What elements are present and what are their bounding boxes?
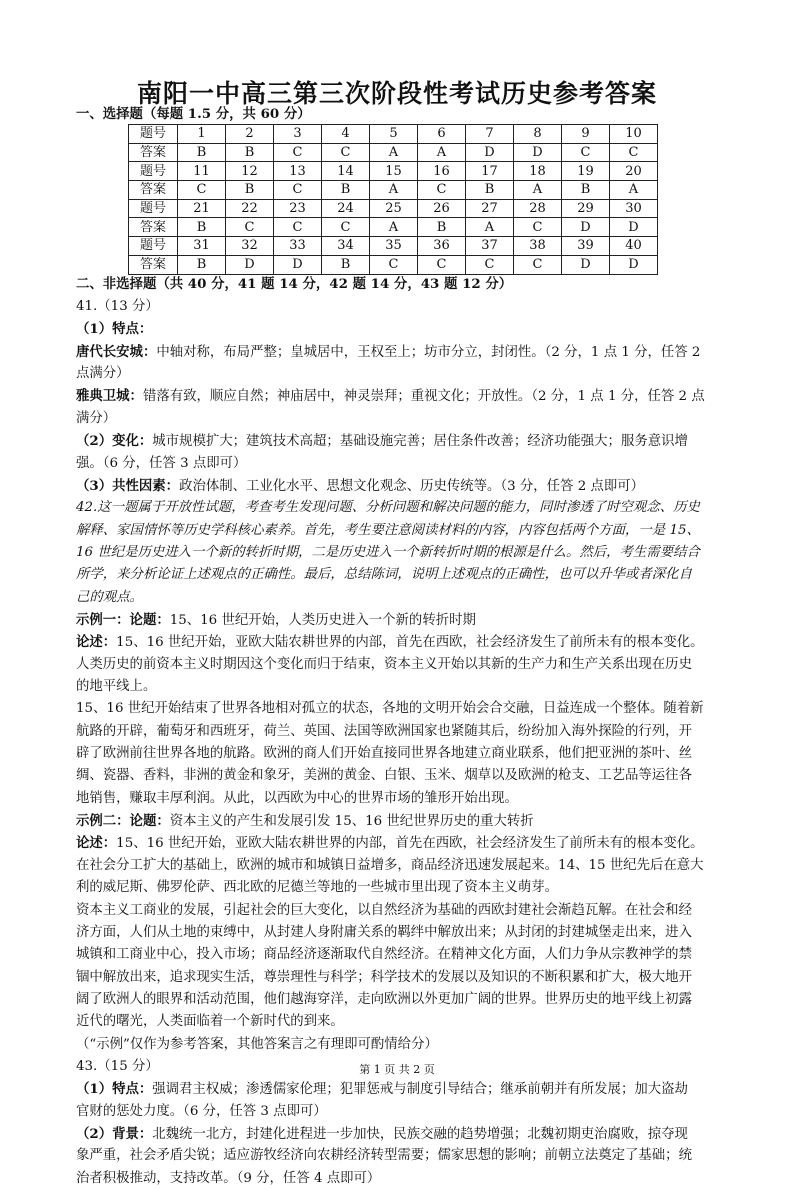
- text-line: [76, 609, 776, 632]
- text-line: [76, 341, 776, 364]
- answer-cell: C: [514, 218, 562, 237]
- line-text: 政治体制、工业化水平、思想文化观念、历史传统等。（3 分，任答 2 点即可）: [179, 478, 645, 494]
- answer-cell: C: [322, 143, 370, 162]
- line-lead: 唐代长安城：: [76, 343, 157, 360]
- text-line: [76, 475, 776, 498]
- answer-table-row: [129, 181, 658, 200]
- answer-table-row: [129, 218, 658, 237]
- answer-cell: 21: [178, 199, 226, 218]
- answer-cell: 36: [418, 237, 466, 256]
- text-line: [76, 1101, 776, 1123]
- answer-cell: C: [322, 218, 370, 237]
- answer-cell: 3: [274, 125, 322, 144]
- answer-cell: 12: [226, 162, 274, 181]
- line-text: 地销售，赚取丰厚利润。从此，以西欧为中心的世界市场的雏形开始出现。: [76, 790, 518, 806]
- line-text: 15、16 世纪开始结束了世界各地相对孤立的状态，各地的文明开始会合交融，日益连成一个整体。随着新: [76, 701, 704, 717]
- line-text: 官财的惩处力度。（6 分，任答 3 点即可）: [76, 1103, 327, 1119]
- answer-cell: 22: [226, 199, 274, 218]
- line-text: 满分）: [76, 410, 117, 426]
- answer-cell: 40: [610, 237, 658, 256]
- row-label: 答案: [129, 143, 178, 162]
- line-text: 中轴对称，布局严整；皇城居中，王权至上；坊市分立，封闭性。（2 分，1 点 1 分，任答 2: [156, 344, 701, 360]
- text-line: [76, 944, 776, 966]
- line-lead: 示例二：论题：: [76, 813, 170, 830]
- answer-cell: 31: [178, 237, 226, 256]
- answer-cell: 24: [322, 199, 370, 218]
- answer-cell: B: [178, 143, 226, 162]
- answer-table-row: [129, 199, 658, 218]
- text-line: [76, 743, 776, 765]
- answer-cell: D: [514, 143, 562, 162]
- answer-cell: D: [610, 255, 658, 274]
- answer-cell: C: [370, 255, 418, 274]
- line-lead: 论述：: [76, 634, 117, 651]
- answer-cell: 18: [514, 162, 562, 181]
- text-line: [76, 542, 776, 564]
- text-line: [76, 631, 776, 654]
- answer-cell: C: [274, 143, 322, 162]
- answer-cell: 30: [610, 199, 658, 218]
- answer-cell: C: [418, 181, 466, 200]
- answer-cell: 33: [274, 237, 322, 256]
- text-line: [76, 318, 776, 340]
- answer-cell: D: [610, 218, 658, 237]
- answer-cell: A: [466, 218, 514, 237]
- answer-cell: C: [514, 255, 562, 274]
- answer-cell: 17: [466, 162, 514, 181]
- answer-cell: 4: [322, 125, 370, 144]
- answer-cell: C: [610, 143, 658, 162]
- answer-cell: 14: [322, 162, 370, 181]
- line-text: 辟了欧洲前往世界各地的航路。欧洲的商人们开始直接同世界各地建立商业联系，他们把亚洲的茶叶、丝: [76, 746, 692, 761]
- answer-cell: 7: [466, 125, 514, 144]
- section2-heading: 二、非选择题（共 40 分，41 题 14 分，42 题 14 分，43 题 12 分）: [76, 276, 513, 292]
- answer-cell: B: [178, 255, 226, 274]
- text-line: [76, 989, 776, 1011]
- answer-cell: A: [370, 218, 418, 237]
- page-footer: 第 1 页 共 2 页: [359, 1063, 435, 1076]
- answer-cell: C: [178, 181, 226, 200]
- answer-cell: B: [322, 255, 370, 274]
- answer-cell: 26: [418, 199, 466, 218]
- row-label: 题号: [129, 162, 178, 181]
- answer-table-row: [129, 143, 658, 162]
- answer-cell: B: [226, 181, 274, 200]
- line-text: 阔了欧洲人的眼界和活动范围，他们越海穿洋，走向欧洲以外更加广阔的世界。世界历史的地平线上初露: [76, 991, 692, 1007]
- line-text: 15、16 世纪开始，人类历史进入一个新的转折时期: [169, 612, 476, 628]
- line-text: 16 世纪是历史进入一个新的转折时期，二是历史进入一个新转折时期的根源是什么。然后，考生需要结合: [76, 544, 700, 560]
- answer-cell: 37: [466, 237, 514, 256]
- line-text: 41.（13 分）: [76, 299, 159, 314]
- text-line: [76, 453, 776, 475]
- answer-table: [128, 124, 658, 275]
- answer-cell: D: [562, 218, 610, 237]
- line-text: 15、16 世纪开始，亚欧大陆农耕世界的内部，首先在西欧，社会经济发生了前所未有的根本变化。: [116, 836, 704, 852]
- line-text: （1）特点：: [76, 321, 153, 338]
- answer-cell: 13: [274, 162, 322, 181]
- line-lead: （2）背景：: [76, 1126, 153, 1142]
- row-label: 题号: [129, 125, 178, 144]
- text-line: [76, 363, 776, 385]
- answer-cell: C: [226, 218, 274, 237]
- text-line: [76, 296, 776, 318]
- line-lead: 论述：: [76, 835, 117, 852]
- text-line: [76, 877, 776, 899]
- answer-cell: 38: [514, 237, 562, 256]
- text-line: [76, 810, 776, 833]
- text-line: [76, 497, 776, 519]
- line-text: 人类历史的前资本主义时期因这个变化而归于结束，资本主义开始以其新的生产力和生产关系出现在历史: [76, 656, 692, 672]
- line-text: 锢中解放出来，追求现实生活，尊崇理性与科学；科学技术的发展以及知识的不断积累和扩大，极大地开: [76, 969, 692, 985]
- answer-cell: 5: [370, 125, 418, 144]
- line-lead: （2）变化：: [76, 433, 153, 450]
- text-line: [76, 1034, 776, 1056]
- line-text: 治者积极推动，支持改革。（9 分，任答 4 点即可）: [76, 1170, 381, 1186]
- answer-cell: B: [418, 218, 466, 237]
- text-line: [76, 385, 776, 408]
- answer-cell: 35: [370, 237, 418, 256]
- line-text: 所学，来分析论证上述观点的正确性。最后，总结陈词，说明上述观点的正确性，也可以升华或者深化自: [76, 567, 692, 583]
- text-line: [76, 721, 776, 743]
- answer-cell: C: [418, 255, 466, 274]
- answer-cell: 25: [370, 199, 418, 218]
- text-line: [76, 676, 776, 698]
- line-text: 强。（6 分，任答 3 点即可）: [76, 455, 247, 471]
- text-line: [76, 1011, 776, 1033]
- line-text: 近代的曙光，人类面临着一个新时代的到来。: [76, 1014, 344, 1030]
- line-text: 城市规模扩大；建筑技术高超；基础设施完善；居住条件改善；经济功能强大；服务意识增: [152, 434, 688, 450]
- answer-cell: D: [562, 255, 610, 274]
- answer-cell: 10: [610, 125, 658, 144]
- answer-cell: A: [370, 181, 418, 200]
- answer-cell: D: [226, 255, 274, 274]
- line-text: 在社会分工扩大的基础上，欧洲的城市和城镇日益增多，商品经济迅速发展起来。14、15 世纪先后在意大: [76, 857, 704, 873]
- answer-cell: 34: [322, 237, 370, 256]
- line-text: 42.这一题属于开放性试题，考查考生发现问题、分析问题和解决问题的能力，同时渗透了时空观念、历史: [76, 500, 700, 516]
- line-lead: （1）特点：: [76, 1081, 153, 1098]
- line-text: 的地平线上。: [76, 679, 157, 694]
- row-label: 答案: [129, 255, 178, 274]
- answer-cell: 28: [514, 199, 562, 218]
- line-text: 济方面，人们从土地的束缚中，从封建人身附庸关系的羁绊中解放出来；从封闭的封建城堡走出来，进入: [76, 924, 692, 940]
- text-line: [76, 520, 776, 542]
- row-label: 题号: [129, 237, 178, 256]
- answer-table-row: [129, 162, 658, 181]
- answer-cell: 11: [178, 162, 226, 181]
- line-text: （“示例”仅作为参考答案，其他答案言之有理即可酌情给分）: [76, 1036, 438, 1052]
- line-text: 绸、瓷器、香料，非洲的黄金和象牙，美洲的黄金、白银、玉米、烟草以及欧洲的枪支、工艺品等运往各: [76, 768, 692, 784]
- answer-cell: 8: [514, 125, 562, 144]
- answer-cell: 9: [562, 125, 610, 144]
- line-text: 强调君主权威；渗透儒家伦理；犯罪惩戒与制度引导结合；继承前朝并有所发展；加大盗劫: [152, 1082, 688, 1098]
- text-line: [76, 1145, 776, 1167]
- answer-cell: C: [466, 255, 514, 274]
- text-line: [76, 900, 776, 922]
- answer-cell: 19: [562, 162, 610, 181]
- answer-cell: 20: [610, 162, 658, 181]
- line-text: 解释、家国情怀等历史学科核心素养。首先，考生要注意阅读材料的内容，内容包括两个方面，一是 15、: [76, 522, 700, 538]
- answer-cell: 15: [370, 162, 418, 181]
- answer-cell: C: [274, 218, 322, 237]
- line-text: 己的观点。: [76, 589, 143, 605]
- answer-cell: 16: [418, 162, 466, 181]
- row-label: 题号: [129, 199, 178, 218]
- text-line: [76, 654, 776, 676]
- answer-table-row: [129, 125, 658, 144]
- line-lead: 雅典卫城：: [76, 388, 143, 405]
- answer-cell: B: [562, 181, 610, 200]
- line-text: 错落有致，顺应自然；神庙居中，神灵崇拜；重视文化；开放性。（2 分，1 点 1 分，任答 2 点: [142, 389, 705, 405]
- line-text: 城镇和工商业中心，投入市场；商品经济逐渐取代自然经济。在精神文化方面，人们力争从宗教神学的禁: [76, 947, 692, 963]
- page-title: 南阳一中高三第三次阶段性考试历史参考答案: [136, 79, 657, 108]
- answer-cell: C: [274, 181, 322, 200]
- answer-cell: B: [322, 181, 370, 200]
- answer-cell: 6: [418, 125, 466, 144]
- text-line: [76, 1078, 776, 1101]
- answer-cell: 1: [178, 125, 226, 144]
- answer-cell: 32: [226, 237, 274, 256]
- answer-cell: A: [610, 181, 658, 200]
- section1-heading: 一、选择题（每题 1.5 分，共 60 分）: [76, 106, 311, 122]
- answer-table-row: [129, 237, 658, 256]
- answer-cell: 29: [562, 199, 610, 218]
- answer-cell: B: [226, 143, 274, 162]
- line-text: 利的威尼斯、佛罗伦萨、西北欧的尼德兰等地的一些城市里出现了资本主义萌芽。: [76, 880, 559, 896]
- line-text: 航路的开辟，葡萄牙和西班牙，荷兰、英国、法国等欧洲国家也紧随其后，纷纷加入海外探险的行列，开: [76, 723, 692, 739]
- answer-cell: D: [466, 143, 514, 162]
- text-line: [76, 1123, 776, 1146]
- line-text: 资本主义的产生和发展引发 15、16 世纪世界历史的重大转折: [169, 814, 534, 830]
- line-text: 象严重，社会矛盾尖锐；适应游牧经济向农耕经济转型需要；儒家思想的影响；前朝立法奠定了基础；统: [76, 1148, 692, 1164]
- text-line: [76, 564, 776, 586]
- text-line: [76, 587, 776, 609]
- line-text: 北魏统一北方，封建化进程进一步加快，民族交融的趋势增强；北魏初期吏治腐败，掠夺现: [152, 1127, 688, 1142]
- row-label: 答案: [129, 181, 178, 200]
- row-label: 答案: [129, 218, 178, 237]
- line-lead: 示例一：论题：: [76, 611, 170, 628]
- answer-cell: B: [466, 181, 514, 200]
- answer-cell: A: [370, 143, 418, 162]
- text-line: [76, 922, 776, 944]
- answer-table-row: [129, 255, 658, 274]
- line-text: 43.（15 分）: [76, 1058, 159, 1074]
- answer-cell: A: [514, 181, 562, 200]
- answer-cell: 39: [562, 237, 610, 256]
- text-line: [76, 967, 776, 989]
- text-line: [76, 765, 776, 787]
- line-text: 点满分）: [76, 366, 130, 382]
- line-text: 资本主义工商业的发展，引起社会的巨大变化，以自然经济为基础的西欧封建社会渐趋瓦解。在社会和经: [76, 902, 692, 918]
- answer-cell: D: [274, 255, 322, 274]
- text-line: [76, 430, 776, 453]
- answer-cell: 23: [274, 199, 322, 218]
- text-line: [76, 788, 776, 810]
- line-lead: （3）共性因素：: [76, 477, 180, 494]
- text-line: [76, 698, 776, 720]
- answer-cell: 2: [226, 125, 274, 144]
- text-line: [76, 1168, 776, 1190]
- answer-cell: A: [418, 143, 466, 162]
- text-line: [76, 832, 776, 855]
- line-text: 15、16 世纪开始，亚欧大陆农耕世界的内部，首先在西欧，社会经济发生了前所未有的根本变化。: [116, 635, 704, 651]
- answer-cell: 27: [466, 199, 514, 218]
- text-line: [76, 408, 776, 430]
- text-line: [76, 855, 776, 877]
- answer-cell: C: [562, 143, 610, 162]
- answer-cell: B: [178, 218, 226, 237]
